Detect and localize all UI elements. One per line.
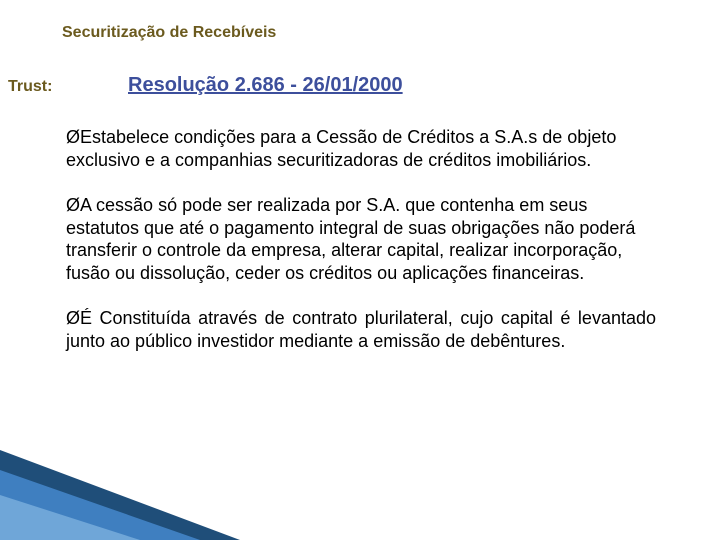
bullet-text: Estabelece condições para a Cessão de Créditos a S.A.s de objeto exclusivo e a companhias securitizadoras de créditos imobiliários. (66, 127, 617, 170)
bullet-item-restricoes (66, 194, 656, 284)
corner-swoosh-decoration (0, 450, 240, 540)
bullet-text: É Constituída através de contrato plurilateral, cujo capital é levantado junto ao público investidor mediante a emissão de debêntures. (66, 308, 656, 351)
bullet-arrow-icon: Ø (66, 195, 81, 215)
trust-label: Trust: (8, 78, 53, 95)
bullet-item-constituicao (66, 307, 656, 352)
bullet-arrow-icon: Ø (66, 127, 81, 147)
bullet-arrow-icon: Ø (66, 308, 81, 328)
bullet-item-cessao (66, 126, 656, 171)
resolution-heading: Resolução 2.686 - 26/01/2000 (128, 74, 403, 96)
bullet-text: A cessão só pode ser realizada por S.A. que contenha em seus estatutos que até o pagamento integral de suas obrigações não poderá transferir o controle da empresa, alterar capital, realizar incorporação, fusão ou dissolução, ceder os créditos ou aplicações financeiras. (66, 195, 636, 283)
slide-title: Securitização de Recebíveis (62, 24, 277, 41)
bullet-list (66, 126, 656, 375)
